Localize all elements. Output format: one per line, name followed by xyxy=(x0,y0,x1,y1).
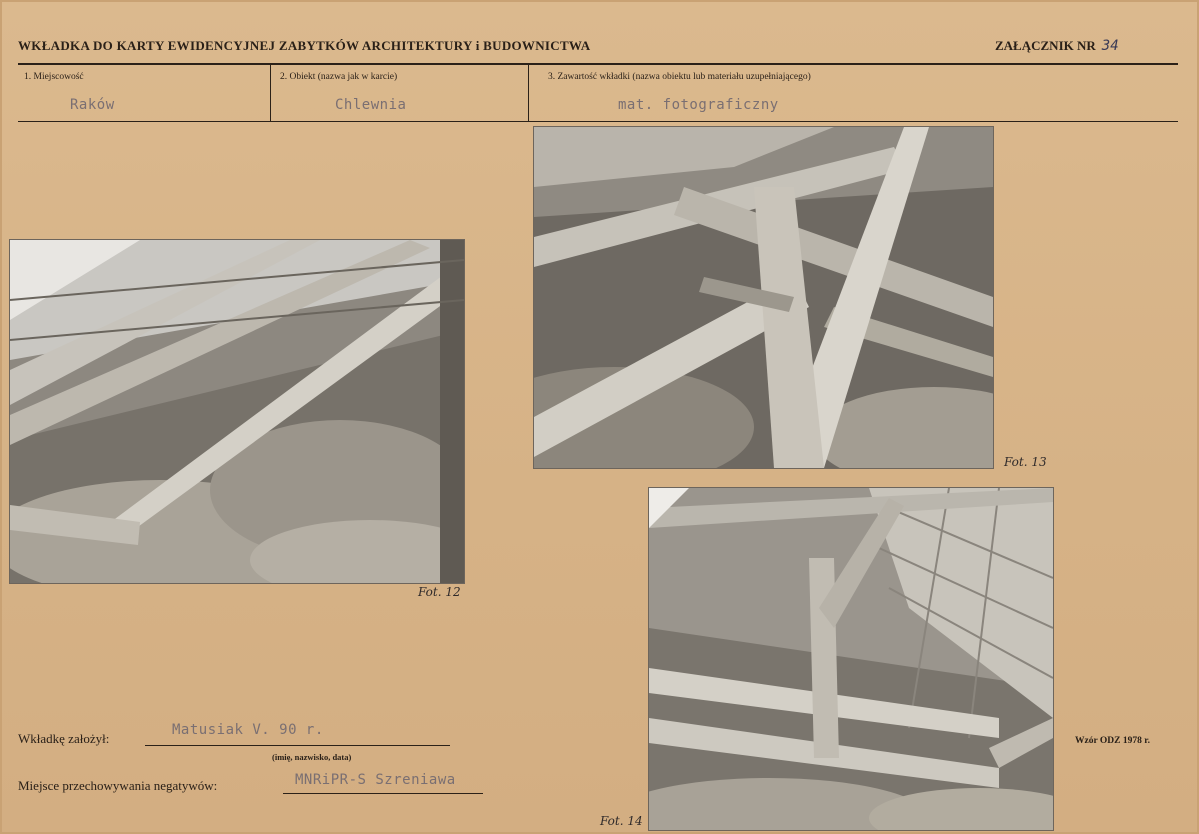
field-divider-2 xyxy=(528,65,529,121)
field-value-contents: mat. fotograficzny xyxy=(618,97,779,113)
header-rule-top xyxy=(18,63,1178,65)
photo-fot-12 xyxy=(9,239,465,584)
field-value-locality: Raków xyxy=(70,97,115,113)
photo-fot-13 xyxy=(533,126,994,469)
header-rule-bottom xyxy=(18,121,1178,122)
storage-label: Miejsce przechowywania negatywów: xyxy=(18,778,218,793)
annex-number: 34 xyxy=(1101,38,1119,54)
author-line xyxy=(145,745,450,746)
roof-truss-image xyxy=(534,127,993,468)
field-label-contents: 3. Zawartość wkładki (nazwa obiektu lub materiału uzupełniającego) xyxy=(548,72,811,82)
storage-line xyxy=(283,793,483,794)
photo-fot-14 xyxy=(648,487,1054,831)
roof-tiles-beams-image xyxy=(649,488,1053,830)
field-value-object: Chlewnia xyxy=(335,97,407,113)
caption-fot-14: Fot. 14 xyxy=(600,814,643,828)
caption-fot-12: Fot. 12 xyxy=(418,585,461,599)
author-value: Matusiak V. 90 r. xyxy=(172,722,324,738)
document-title: WKŁADKA DO KARTY EWIDENCYJNEJ ZABYTKÓW ARCHITEKTURY i BUDOWNICTWA xyxy=(18,38,591,53)
annex-label-text: ZAŁĄCZNIK NR xyxy=(995,38,1096,53)
annex-label xyxy=(995,38,1119,54)
storage-value: MNRiPR-S Szreniawa xyxy=(295,772,456,788)
form-code: Wzór ODZ 1978 r. xyxy=(1075,736,1150,746)
caption-fot-13: Fot. 13 xyxy=(1004,455,1047,469)
author-note: (imię, nazwisko, data) xyxy=(272,752,352,762)
roof-beams-hay-image xyxy=(10,240,464,583)
field-label-object: 2. Obiekt (nazwa jak w karcie) xyxy=(280,72,398,82)
field-divider-1 xyxy=(270,65,271,121)
field-label-locality: 1. Miejscowość xyxy=(24,72,84,82)
author-label: Wkładkę założył: xyxy=(18,731,110,746)
